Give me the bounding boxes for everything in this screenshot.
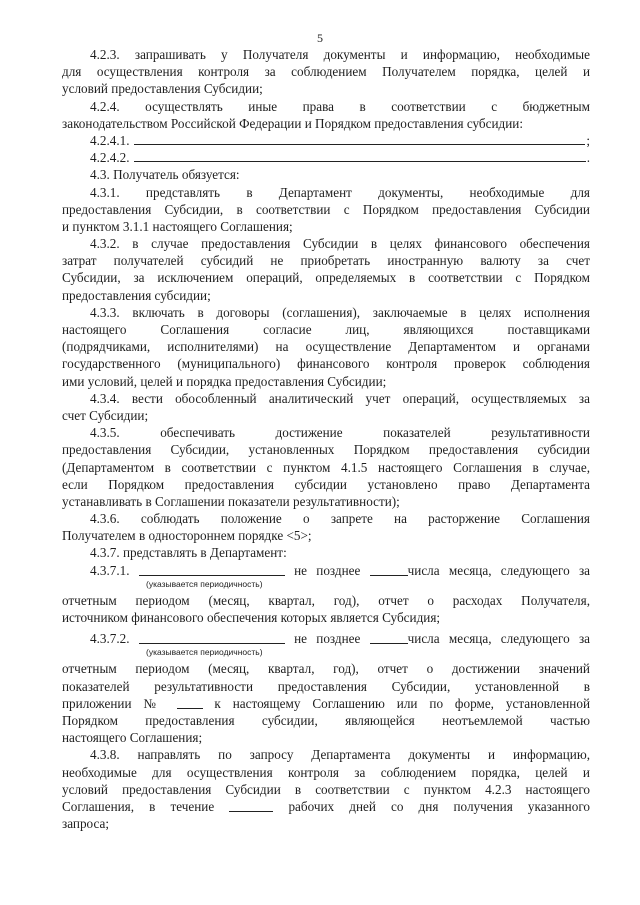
paragraph-4-3-8-line: 4.3.8. направлять по запросу Департамента документы и информацию, [90,747,590,763]
paragraph-4-3-6-line: Получателем в одностороннем порядке <5>; [62,528,312,544]
paragraph-4-3-5-line: 4.3.5. обеспечивать достижение показателей результативности [90,425,590,441]
paragraph-4-3-3-line: ими условий, целей и порядка предоставления Субсидии; [62,373,387,389]
paragraph-4-3-7-2-line: отчетным периодом (месяц, квартал, год), отчет о достижении значений [62,661,590,677]
paragraph-4-3-8-line [62,798,590,815]
paragraph-4-2-3-line: 4.2.3. запрашивать у Получателя документы и информацию, необходимые [90,47,590,62]
days-count-blank[interactable] [229,799,273,812]
hint-text: (указывается периодичность) [146,647,263,658]
not-later-text: не позднее [294,562,361,578]
paragraph-4-3-3-line: (подрядчиками, исполнителями) на осуществление Департаментом и органами [62,339,590,355]
paragraph-4-3-1-line: 4.3.1. представлять в Департамент документы, необходимые для [90,184,590,200]
item-label: 4.2.4.1. [90,132,130,148]
term-text: Соглашения, в течение [62,798,215,814]
paragraph-4-3-3-line: настоящего Соглашения согласие лиц, являющихся поставщиками [62,322,590,337]
item-label: 4.3.7.2. [90,631,130,647]
month-tail-text: числа месяца, следующего за [407,631,591,647]
paragraph-4-2-4-2 [62,149,590,166]
paragraph-4-3: 4.3. Получатель обязуется: [90,167,240,183]
not-later-text: не позднее [294,631,361,647]
paragraph-4-3-7-1-line: источником финансового обеспечения которых является Субсидия; [62,610,441,625]
paragraph-4-3-3-line: государственного (муниципального) финансового контроля проверок соблюдения [62,356,590,372]
paragraph-4-3-7-2-line [62,630,590,647]
paragraph-4-3-6-line: 4.3.6. соблюдать положение о запрете на расторжение Соглашения [90,511,590,527]
day-number-blank[interactable] [370,631,408,644]
paragraph-4-2-3-line: условий предоставления Субсидии; [62,81,263,97]
hint-text: (указывается периодичность) [146,578,263,589]
document-body [62,46,590,832]
paragraph-4-3-7: 4.3.7. представлять в Департамент: [90,545,287,561]
paragraph-4-2-4-1 [62,132,590,149]
item-label: 4.3.7.1. [90,562,130,578]
paragraph-4-2-3-line: для осуществления контроля за соблюдением Получателем порядка, целей и [62,64,590,80]
annex-number-blank[interactable] [177,696,203,709]
paragraph-4-3-7-2-line: настоящего Соглашения; [62,730,203,746]
paragraph-4-3-2-line: 4.3.2. в случае предоставления Субсидии в целях финансового обеспечения [90,236,590,252]
item-label: 4.2.4.2. [90,150,130,166]
paragraph-4-3-7-2-line: Порядком предоставления субсидии, являющейся неотъемлемой частью [62,712,590,728]
periodicity-blank[interactable] [139,563,285,576]
paragraph-4-3-8-line: запроса; [62,816,109,832]
paragraph-4-3-5-line: предоставления Субсидии, установленных Порядком предоставления субсидии [62,442,590,458]
blank-fill-line[interactable] [134,132,586,145]
paragraph-4-3-3-line: 4.3.3. включать в договоры (соглашения), заключаемые в целях исполнения [90,304,590,320]
paragraph-4-3-1-line: предоставления Субсидии, в соответствии с Порядком предоставления Субсидии [62,201,590,217]
paragraph-4-2-4-line: законодательством Российской Федерации и Порядком предоставления субсидии: [62,115,524,131]
paragraph-4-3-4-line: счет Субсидии; [62,407,149,423]
item-end: . [586,150,590,166]
blank-fill-line[interactable] [134,149,586,162]
paragraph-4-3-2-line: предоставления субсидии; [62,287,211,303]
day-number-blank[interactable] [370,563,408,576]
paragraph-4-3-2-line: затрат получателей субсидий не приобретать иностранную валюту за счет [62,253,590,269]
item-end: ; [586,132,590,148]
month-tail-text: числа месяца, следующего за [407,562,591,578]
paragraph-4-3-7-2-line [62,695,590,712]
periodicity-hint [62,647,590,660]
paragraph-4-2-4-line: 4.2.4. осуществлять иные права в соответствии с бюджетным [90,98,590,114]
paragraph-4-3-5-line: устанавливать в Соглашении показатели результативности); [62,493,400,509]
paragraph-4-3-8-line: условий предоставления Субсидии в соответствии с пунктом 4.2.3 настоящего [62,781,590,797]
paragraph-4-3-7-1-line [62,562,590,579]
paragraph-4-3-7-2-line: показателей результативности предоставления Субсидии, установленной в [62,678,590,694]
paragraph-4-3-2-line: Субсидии, за исключением операций, определяемых в соответствии с Порядком [62,270,590,286]
page-number: 5 [317,31,323,45]
paragraph-4-3-1-line: и пунктом 3.1.1 настоящего Соглашения; [62,218,293,234]
term-tail-text: рабочих дней со дня получения указанного [288,798,591,814]
periodicity-hint [62,579,590,592]
annex-tail-text: к настоящему Соглашению или по форме, установленной [214,695,590,711]
paragraph-4-3-5-line: если Порядком предоставления субсидии установлено право Департамента [62,476,590,492]
annex-text: приложении № [62,695,165,711]
paragraph-4-3-8-line: необходимые для осуществления контроля за соблюдением порядка, целей и [62,764,590,780]
paragraph-4-3-5-line: (Департаментом в соответствии с пунктом 4.1.5 настоящего Соглашения в случае, [62,459,590,475]
periodicity-blank[interactable] [139,631,285,644]
paragraph-4-3-4-line: 4.3.4. вести обособленный аналитический учет операций, осуществляемых за [90,390,590,406]
paragraph-4-3-7-1-line: отчетным периодом (месяц, квартал, год), отчет о расходах Получателя, [62,592,590,608]
